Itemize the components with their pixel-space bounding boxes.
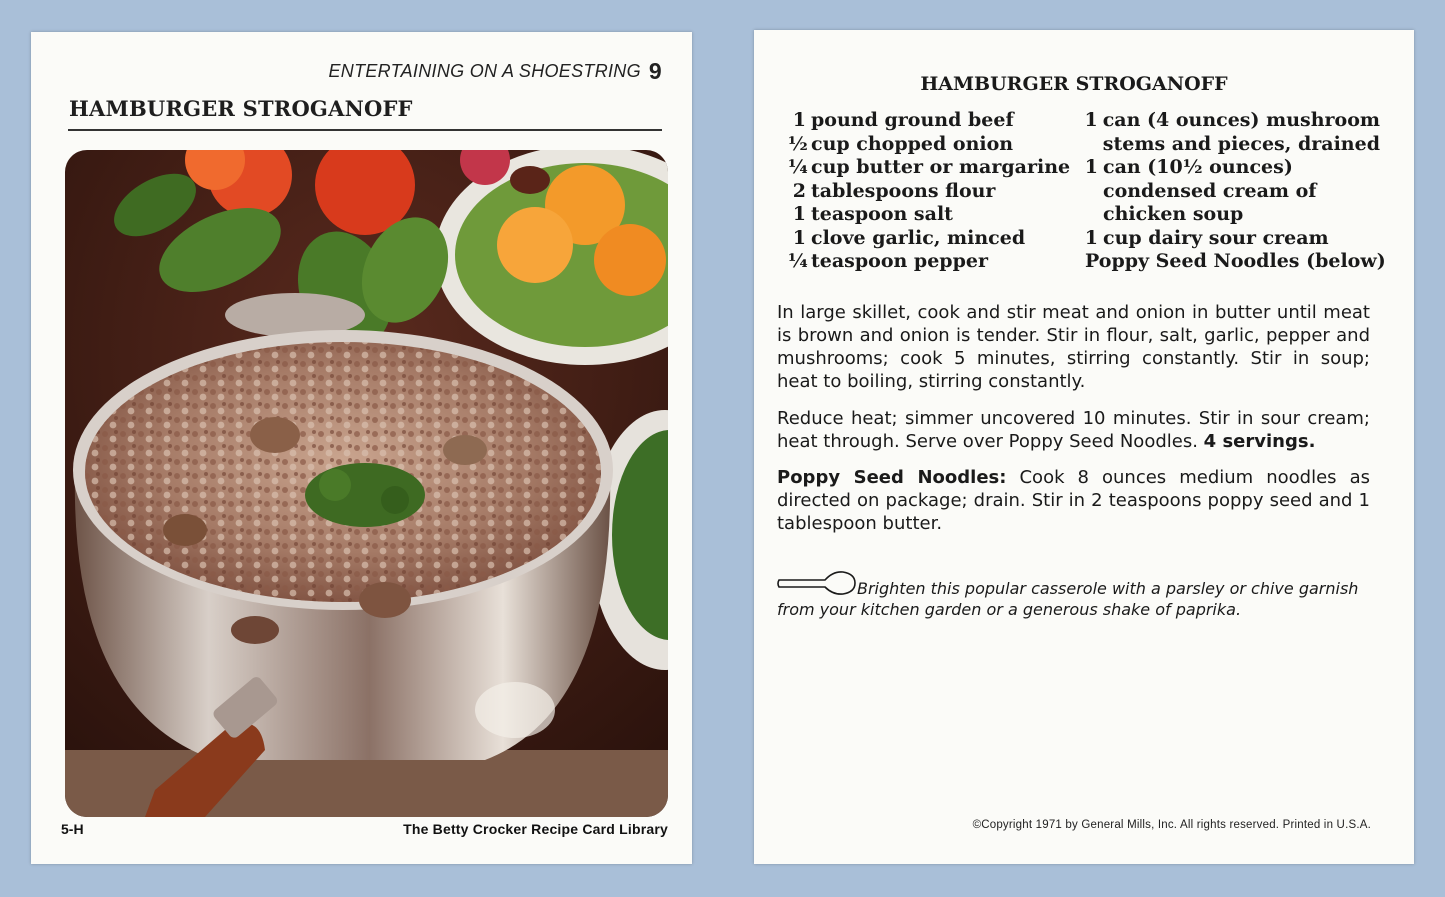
title-divider: [68, 129, 662, 131]
ingredient-qty: [1080, 203, 1098, 227]
ingredient-item: [788, 109, 1078, 133]
library-credit: The Betty Crocker Recipe Card Library: [403, 821, 668, 837]
ingredient-qty: 1: [1084, 156, 1098, 178]
recipe-title: HAMBURGER STROGANOFF: [69, 96, 413, 121]
noodles-label: Poppy Seed Noodles:: [777, 467, 1007, 488]
ingredient-text: cup butter or margarine: [811, 156, 1071, 178]
ingredient-text: cup dairy sour cream: [1103, 226, 1329, 249]
ingredient-qty: ¼: [788, 156, 808, 178]
ingredient-text: tablespoons flour: [811, 179, 996, 202]
ingredient-qty: 2: [792, 179, 806, 202]
recipe-card-front: [31, 32, 692, 864]
directions-step-1: In large skillet, cook and stir meat and onion in butter until meat is brown and onion is tender. Stir in flour, salt, garlic, pepper and mushrooms; cook 5 minutes, stirring constantly. Stir in soup; heat to boiling, stirring constantly.: [777, 302, 1370, 392]
stroganoff-in-pan-photo: [65, 150, 668, 817]
ingredient-qty: ¼: [788, 250, 808, 272]
ingredient-item: [1080, 109, 1380, 133]
ingredient-text: condensed cream of: [1103, 179, 1317, 202]
ingredient-item: [788, 203, 1078, 227]
ingredient-item: [1080, 227, 1380, 251]
ingredient-item: [1080, 156, 1380, 180]
copyright-notice: ©Copyright 1971 by General Mills, Inc. All rights reserved. Printed in U.S.A.: [972, 819, 1371, 831]
ingredient-text: chicken soup: [1103, 203, 1244, 225]
recipe-title-back: HAMBURGER STROGANOFF: [920, 73, 1228, 95]
ingredient-item: [1080, 250, 1386, 274]
ingredient-text: can (10½ ounces): [1103, 156, 1293, 178]
directions-step-2: [777, 407, 1370, 453]
ingredient-text: stems and pieces, drained: [1102, 132, 1380, 155]
step-2-text: Reduce heat; simmer uncovered 10 minutes. Stir in sour cream; heat through. Serve over Poppy Seed Noodles.: [777, 408, 1370, 452]
ingredient-qty: [1080, 180, 1098, 204]
card-number: 9: [648, 58, 662, 84]
ingredient-qty: 1: [792, 203, 806, 225]
ingredient-text: cup chopped onion: [811, 132, 1014, 155]
ingredient-item: [788, 133, 1078, 157]
ingredient-text: teaspoon salt: [811, 203, 953, 225]
ingredient-item: [788, 227, 1078, 251]
ingredient-text: Poppy Seed Noodles (below): [1085, 250, 1386, 272]
ingredient-list-left: [788, 109, 1078, 274]
recipe-card-back: [754, 30, 1414, 864]
noodles-directions: [777, 466, 1370, 535]
ingredient-list-right: [1080, 109, 1386, 274]
serving-tip: Brighten this popular casserole with a parsley or chive garnish from your kitchen garden or a generous shake of paprika.: [777, 579, 1359, 619]
ingredient-item: [788, 156, 1078, 180]
ingredient-text: clove garlic, minced: [811, 226, 1026, 249]
ingredient-text: can (4 ounces) mushroom: [1102, 109, 1380, 131]
series-title: ENTERTAINING ON A SHOESTRING: [328, 61, 641, 81]
ingredient-item: [1080, 203, 1380, 227]
servings: 4 servings.: [1203, 431, 1316, 452]
series-heading: [328, 58, 662, 85]
noodles-text: Cook 8 ounces medium noodles as directed on package; drain. Stir in 2 teaspoons poppy seed and 1 tablespoon butter.: [777, 467, 1370, 534]
ingredient-text: teaspoon pepper: [811, 250, 988, 272]
ingredient-item: [788, 180, 1078, 204]
ingredient-qty: 1: [792, 226, 806, 249]
ingredient-item: [1080, 133, 1380, 157]
ingredient-qty: 1: [1084, 109, 1098, 131]
ingredient-item: [1080, 180, 1380, 204]
ingredient-qty: 1: [1084, 226, 1098, 249]
ingredient-qty: ½: [788, 132, 808, 155]
ingredient-text: pound ground beef: [811, 109, 1014, 131]
card-code: 5-H: [61, 821, 84, 837]
ingredient-qty: 1: [792, 109, 806, 131]
ingredient-qty: [1080, 133, 1098, 157]
ingredient-item: [788, 250, 1078, 274]
